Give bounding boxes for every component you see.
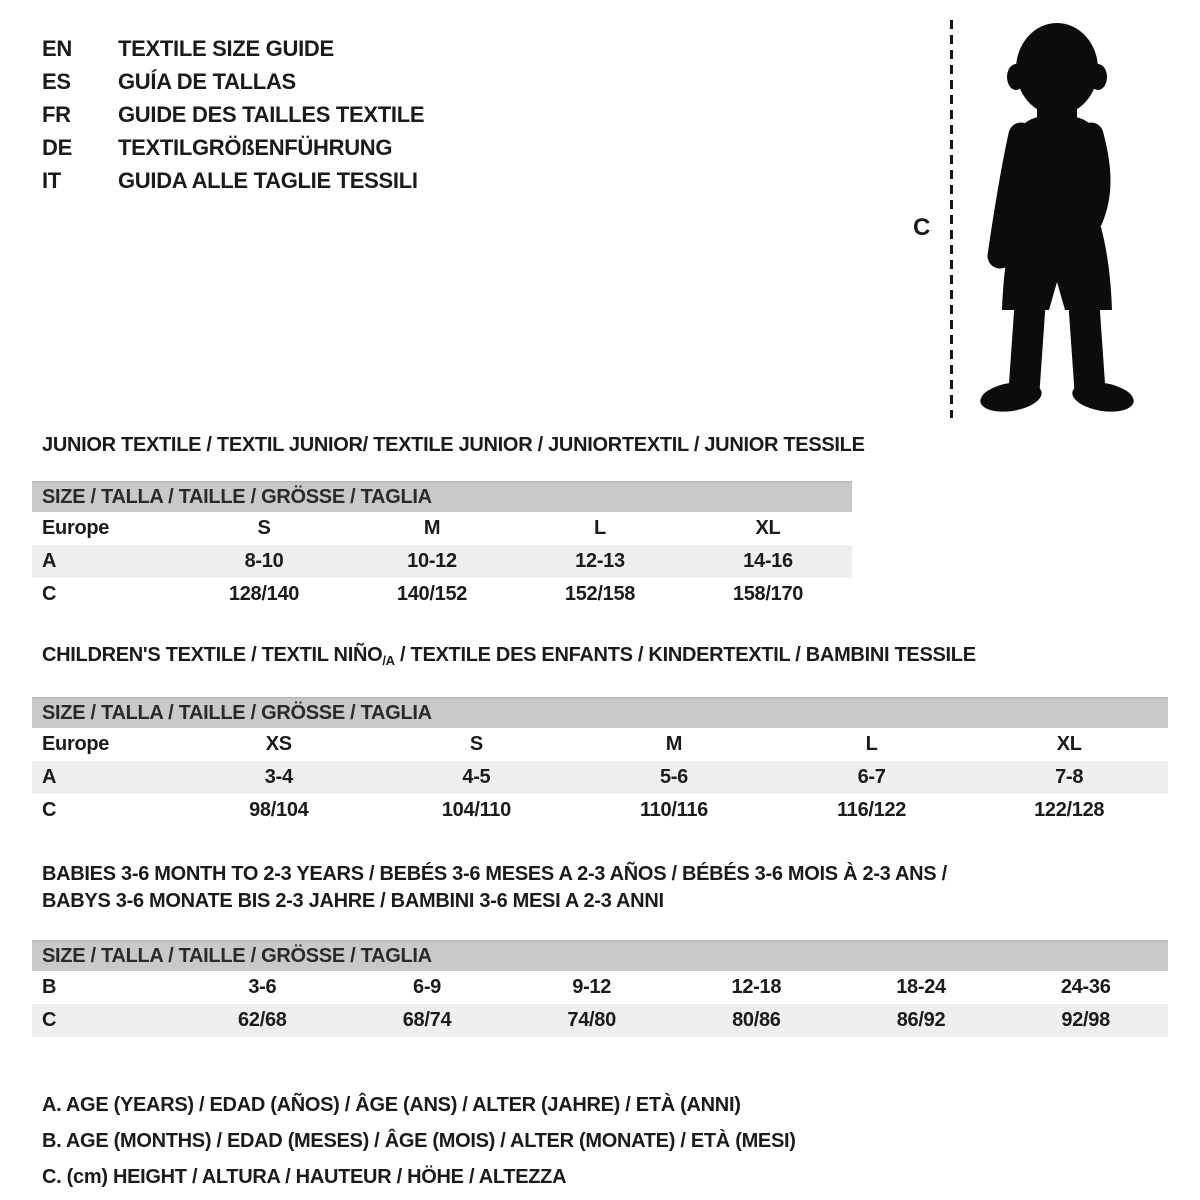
size-column: S xyxy=(469,733,483,755)
children-title-subscript: /A xyxy=(382,653,395,668)
guide-title-de: TEXTILGRÖßENFÜHRUNG xyxy=(118,135,393,160)
guide-title-es: GUÍA DE TALLAS xyxy=(118,69,296,94)
junior-height-row xyxy=(32,578,852,611)
months-value: 18-24 xyxy=(896,976,946,998)
height-value: 68/74 xyxy=(402,1009,452,1031)
size-column: S xyxy=(257,517,271,539)
height-value: 104/110 xyxy=(441,799,511,821)
height-value: 74/80 xyxy=(567,1009,616,1031)
measurement-figure xyxy=(905,14,1165,424)
babies-size-header-bar: SIZE / TALLA / TAILLE / GRÖSSE / TAGLIA xyxy=(32,940,1168,971)
children-title-part: / TEXTILE DES ENFANTS / KINDERTEXTIL / BAMBINI TESSILE xyxy=(394,644,976,666)
babies-months-row xyxy=(32,971,1168,1004)
months-value: 24-36 xyxy=(1060,976,1111,998)
region-label: Europe xyxy=(42,517,110,539)
age-value: 4-5 xyxy=(462,766,491,788)
row-label: C xyxy=(42,1009,57,1031)
language-code: EN xyxy=(42,36,72,61)
babies-section-title xyxy=(32,861,1168,915)
children-size-header-bar: SIZE / TALLA / TAILLE / GRÖSSE / TAGLIA xyxy=(32,697,1168,728)
row-label: C xyxy=(42,583,57,605)
height-value: 92/98 xyxy=(1061,1009,1110,1031)
language-row-de xyxy=(42,131,424,164)
legend-line-a: A. AGE (YEARS) / EDAD (AÑOS) / ÂGE (ANS) / ALTER (JAHRE) / ETÀ (ANNI) xyxy=(42,1094,741,1116)
toddler-silhouette-icon xyxy=(967,16,1147,422)
language-row-en xyxy=(42,32,424,65)
junior-columns-row xyxy=(32,512,852,545)
children-columns-row xyxy=(32,728,1168,761)
size-column: M xyxy=(423,517,441,539)
row-label: A xyxy=(42,766,57,788)
age-value: 10-12 xyxy=(407,550,457,572)
junior-age-row xyxy=(32,545,852,578)
row-label: B xyxy=(42,976,57,998)
legend-footer xyxy=(32,1087,1168,1195)
height-value: 62/68 xyxy=(238,1009,287,1031)
junior-size-header-bar: SIZE / TALLA / TAILLE / GRÖSSE / TAGLIA xyxy=(32,481,852,512)
babies-title-line1: BABIES 3-6 MONTH TO 2-3 YEARS / BEBÉS 3-6 MESES A 2-3 AÑOS / BÉBÉS 3-6 MOIS À 2-3 ANS / xyxy=(42,863,947,885)
guide-title-fr: GUIDE DES TAILLES TEXTILE xyxy=(118,102,425,127)
junior-size-table xyxy=(32,481,852,611)
legend-line-c: C. (cm) HEIGHT / ALTURA / HAUTEUR / HÖHE / ALTEZZA xyxy=(42,1166,567,1188)
language-code: ES xyxy=(42,69,71,94)
language-code: DE xyxy=(42,135,72,160)
children-age-row xyxy=(32,761,1168,794)
height-value: 158/170 xyxy=(732,583,804,605)
months-value: 12-18 xyxy=(731,976,782,998)
babies-size-table xyxy=(32,940,1168,1037)
language-code: IT xyxy=(42,168,61,193)
height-measure-label: C xyxy=(913,214,931,241)
height-value: 122/128 xyxy=(1034,799,1105,821)
children-title-part: CHILDREN'S TEXTILE / TEXTIL NIÑO xyxy=(42,644,383,666)
height-value: 140/152 xyxy=(396,583,468,605)
children-height-row xyxy=(32,794,1168,827)
months-value: 6-9 xyxy=(413,976,442,998)
guide-title-it: GUIDA ALLE TAGLIE TESSILI xyxy=(118,168,418,193)
language-row-it xyxy=(42,164,424,197)
height-value: 152/158 xyxy=(564,583,636,605)
children-section-title xyxy=(32,644,1168,672)
language-title-block xyxy=(42,32,424,197)
children-size-table xyxy=(32,697,1168,827)
age-value: 12-13 xyxy=(575,550,625,572)
age-value: 7-8 xyxy=(1055,766,1084,788)
row-label: C xyxy=(42,799,57,821)
babies-height-row xyxy=(32,1004,1168,1037)
age-value: 3-4 xyxy=(264,766,293,788)
language-code: FR xyxy=(42,102,71,127)
size-column: XL xyxy=(755,517,781,539)
age-value: 5-6 xyxy=(659,766,688,788)
guide-title-en: TEXTILE SIZE GUIDE xyxy=(118,36,334,61)
size-column: XS xyxy=(265,733,292,755)
height-value: 110/116 xyxy=(639,799,708,821)
age-value: 14-16 xyxy=(743,550,793,572)
size-column: L xyxy=(594,517,606,539)
months-value: 3-6 xyxy=(248,976,277,998)
legend-line-b: B. AGE (MONTHS) / EDAD (MESES) / ÂGE (MOIS) / ALTER (MONATE) / ETÀ (MESI) xyxy=(42,1130,796,1152)
age-value: 6-7 xyxy=(857,766,886,788)
babies-title-line2: BABYS 3-6 MONATE BIS 2-3 JAHRE / BAMBINI 3-6 MESI A 2-3 ANNI xyxy=(42,890,664,912)
height-value: 80/86 xyxy=(732,1009,781,1031)
height-value: 86/92 xyxy=(896,1009,946,1031)
height-dashed-line xyxy=(950,20,953,418)
size-column: XL xyxy=(1056,733,1082,755)
size-guide-content xyxy=(32,434,1168,1195)
row-label: A xyxy=(42,550,57,572)
language-row-fr xyxy=(42,98,424,131)
language-row-es xyxy=(42,65,424,98)
size-column: L xyxy=(865,733,878,755)
region-label: Europe xyxy=(42,733,110,755)
size-column: M xyxy=(665,733,683,755)
height-value: 98/104 xyxy=(249,799,309,821)
height-value: 128/140 xyxy=(228,583,300,605)
height-value: 116/122 xyxy=(837,799,907,821)
junior-section-title: JUNIOR TEXTILE / TEXTIL JUNIOR/ TEXTILE JUNIOR / JUNIORTEXTIL / JUNIOR TESSILE xyxy=(42,434,865,456)
months-value: 9-12 xyxy=(572,976,612,998)
age-value: 8-10 xyxy=(244,550,284,572)
